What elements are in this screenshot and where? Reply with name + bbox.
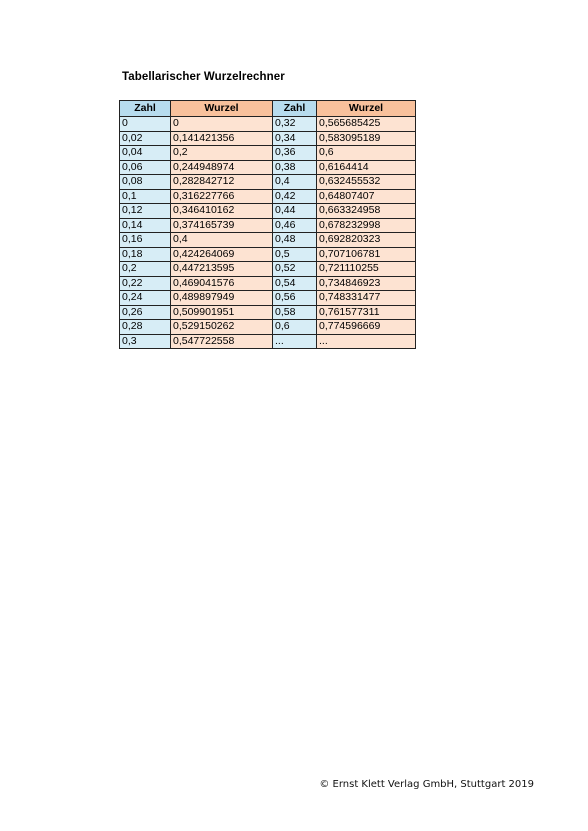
zahl-cell: 0,46: [273, 218, 317, 233]
table-row: [120, 175, 416, 190]
column-header-zahl: Zahl: [120, 101, 171, 117]
wurzel-cell: 0,663324958: [317, 204, 416, 219]
wurzel-cell: 0,692820323: [317, 233, 416, 248]
wurzel-cell: 0,734846923: [317, 276, 416, 291]
wurzel-cell: 0,774596669: [317, 320, 416, 335]
column-header-wurzel: Wurzel: [171, 101, 273, 117]
zahl-cell: 0,6: [273, 320, 317, 335]
zahl-cell: 0,58: [273, 305, 317, 320]
zahl-cell: 0,24: [120, 291, 171, 306]
zahl-cell: 0,4: [273, 175, 317, 190]
wurzel-cell: 0,748331477: [317, 291, 416, 306]
wurzel-cell: 0,509901951: [171, 305, 273, 320]
zahl-cell: 0,1: [120, 189, 171, 204]
column-header-wurzel-2: Wurzel: [317, 101, 416, 117]
wurzel-cell: 0,469041576: [171, 276, 273, 291]
table-row: [120, 204, 416, 219]
zahl-cell: 0,2: [120, 262, 171, 277]
zahl-cell: 0,08: [120, 175, 171, 190]
zahl-cell: 0,28: [120, 320, 171, 335]
wurzel-cell: 0: [171, 117, 273, 132]
zahl-cell: ...: [273, 334, 317, 349]
zahl-cell: 0,14: [120, 218, 171, 233]
wurzel-cell: 0,761577311: [317, 305, 416, 320]
wurzel-cell: 0,2: [171, 146, 273, 161]
wurzel-cell: 0,6: [317, 146, 416, 161]
wurzel-cell: 0,489897949: [171, 291, 273, 306]
root-table: [119, 100, 416, 349]
wurzel-cell: 0,374165739: [171, 218, 273, 233]
zahl-cell: 0,52: [273, 262, 317, 277]
wurzel-cell: 0,678232998: [317, 218, 416, 233]
wurzel-cell: 0,707106781: [317, 247, 416, 262]
wurzel-cell: 0,583095189: [317, 131, 416, 146]
wurzel-cell: 0,6164414: [317, 160, 416, 175]
copyright-footer: © Ernst Klett Verlag GmbH, Stuttgart 2019: [319, 779, 534, 790]
wurzel-cell: 0,721110255: [317, 262, 416, 277]
table-row: [120, 305, 416, 320]
wurzel-cell: ...: [317, 334, 416, 349]
wurzel-cell: 0,547722558: [171, 334, 273, 349]
table-row: [120, 218, 416, 233]
table-body: [120, 117, 416, 349]
zahl-cell: 0,34: [273, 131, 317, 146]
zahl-cell: 0,26: [120, 305, 171, 320]
wurzel-cell: 0,565685425: [317, 117, 416, 132]
zahl-cell: 0,18: [120, 247, 171, 262]
zahl-cell: 0,22: [120, 276, 171, 291]
table-row: [120, 233, 416, 248]
zahl-cell: 0: [120, 117, 171, 132]
zahl-cell: 0,56: [273, 291, 317, 306]
table-row: [120, 117, 416, 132]
zahl-cell: 0,32: [273, 117, 317, 132]
zahl-cell: 0,04: [120, 146, 171, 161]
zahl-cell: 0,42: [273, 189, 317, 204]
table-row: [120, 320, 416, 335]
wurzel-cell: 0,316227766: [171, 189, 273, 204]
table-row: [120, 247, 416, 262]
zahl-cell: 0,3: [120, 334, 171, 349]
wurzel-cell: 0,447213595: [171, 262, 273, 277]
zahl-cell: 0,06: [120, 160, 171, 175]
zahl-cell: 0,54: [273, 276, 317, 291]
wurzel-cell: 0,244948974: [171, 160, 273, 175]
column-header-zahl-2: Zahl: [273, 101, 317, 117]
table-row: [120, 291, 416, 306]
zahl-cell: 0,16: [120, 233, 171, 248]
zahl-cell: 0,48: [273, 233, 317, 248]
zahl-cell: 0,12: [120, 204, 171, 219]
wurzel-cell: 0,529150262: [171, 320, 273, 335]
zahl-cell: 0,36: [273, 146, 317, 161]
wurzel-cell: 0,282842712: [171, 175, 273, 190]
page-title: Tabellarischer Wurzelrechner: [122, 71, 285, 83]
wurzel-cell: 0,424264069: [171, 247, 273, 262]
zahl-cell: 0,38: [273, 160, 317, 175]
table-row: [120, 160, 416, 175]
wurzel-cell: 0,632455532: [317, 175, 416, 190]
zahl-cell: 0,5: [273, 247, 317, 262]
table-row: [120, 262, 416, 277]
zahl-cell: 0,02: [120, 131, 171, 146]
zahl-cell: 0,44: [273, 204, 317, 219]
wurzel-cell: 0,141421356: [171, 131, 273, 146]
wurzel-cell: 0,64807407: [317, 189, 416, 204]
table-row: [120, 189, 416, 204]
wurzel-cell: 0,346410162: [171, 204, 273, 219]
table-row: [120, 131, 416, 146]
table-row: [120, 276, 416, 291]
table-header-row: [120, 101, 416, 117]
wurzel-cell: 0,4: [171, 233, 273, 248]
table-row: [120, 334, 416, 349]
table-row: [120, 146, 416, 161]
